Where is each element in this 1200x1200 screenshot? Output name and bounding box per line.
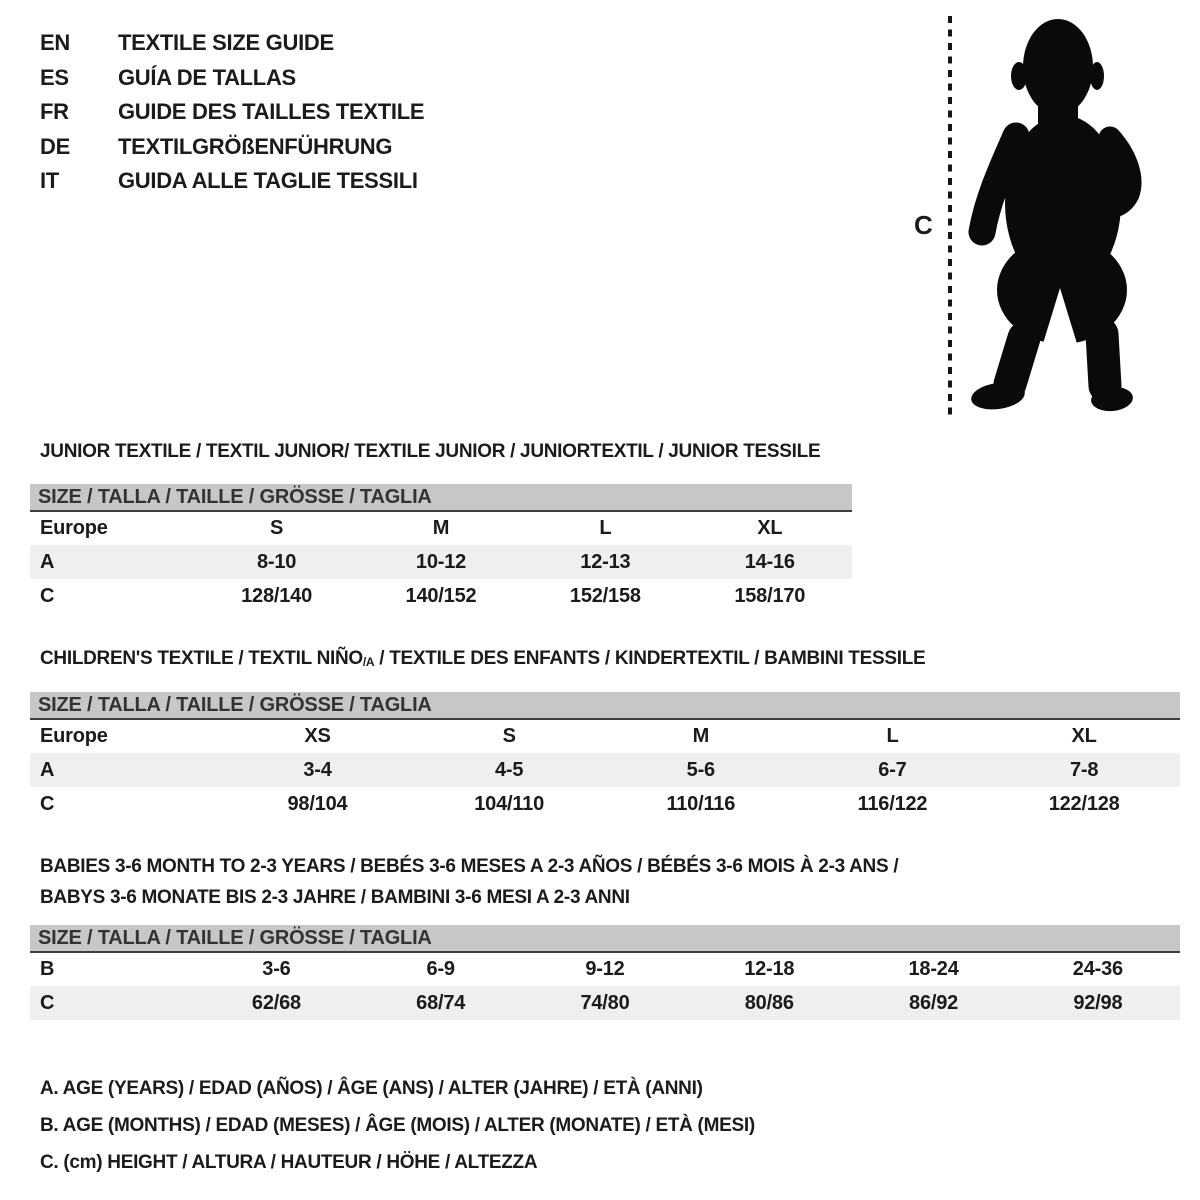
- row-label: A: [40, 550, 55, 573]
- language-row: [40, 164, 424, 199]
- size-band-header: SIZE / TALLA / TAILLE / GRÖSSE / TAGLIA: [30, 692, 1180, 719]
- table-cell: 7-8: [1069, 758, 1099, 781]
- table-row: [30, 986, 1180, 1020]
- language-title: TEXTILE SIZE GUIDE: [118, 30, 334, 55]
- size-band-header: SIZE / TALLA / TAILLE / GRÖSSE / TAGLIA: [30, 484, 852, 511]
- table-cell: 3-4: [303, 758, 332, 781]
- table-row: [30, 579, 852, 613]
- table-cell: 98/104: [287, 792, 348, 815]
- table-cell: 122/128: [1048, 792, 1120, 815]
- table-cell: 24-36: [1072, 958, 1123, 980]
- table-row: [30, 753, 1180, 787]
- language-title: GUÍA DE TALLAS: [118, 64, 296, 90]
- row-label: C: [40, 991, 55, 1014]
- table-cell: L: [886, 725, 899, 747]
- table-cell: 92/98: [1073, 991, 1123, 1014]
- babies-section-heading: [40, 851, 898, 913]
- table-cell: 3-6: [262, 958, 291, 980]
- heading-subscript: /A: [362, 655, 375, 669]
- heading-line: [40, 643, 925, 676]
- table-cell: 10-12: [415, 550, 467, 573]
- heading-text: JUNIOR TEXTILE / TEXTIL JUNIOR/ TEXTILE JUNIOR / JUNIORTEXTIL / JUNIOR TESSILE: [40, 441, 821, 462]
- table-cell: 18-24: [908, 958, 959, 980]
- legend: [40, 1070, 755, 1181]
- table-cell: 158/170: [734, 584, 806, 607]
- heading-line: [40, 851, 898, 882]
- table-cell: XS: [304, 725, 331, 747]
- table-cell: 6-7: [878, 758, 907, 781]
- table-cell: M: [432, 517, 450, 539]
- table-cell: L: [599, 517, 612, 539]
- language-code: EN: [40, 30, 70, 55]
- language-row: [40, 130, 424, 165]
- babies-size-table: [30, 925, 1180, 1020]
- heading-text: CHILDREN'S TEXTILE / TEXTIL NIÑO: [40, 648, 363, 669]
- table-row: [30, 545, 852, 579]
- row-label: A: [40, 758, 55, 781]
- table-cell: S: [270, 517, 284, 539]
- legend-line: B. AGE (MONTHS) / EDAD (MESES) / ÂGE (MOIS) / ALTER (MONATE) / ETÀ (MESI): [40, 1115, 755, 1136]
- table-cell: 152/158: [569, 584, 641, 607]
- table-row: [30, 719, 1180, 753]
- language-code: DE: [40, 133, 70, 159]
- language-row: [40, 61, 424, 96]
- heading-text: / TEXTILE DES ENFANTS / KINDERTEXTIL / BAMBINI TESSILE: [374, 648, 926, 669]
- heading-line: [40, 882, 898, 913]
- table-cell: 62/68: [251, 991, 301, 1014]
- language-code: ES: [40, 64, 69, 90]
- row-label: Europe: [40, 517, 108, 539]
- table-cell: 110/116: [666, 792, 736, 815]
- table-row: [30, 787, 1180, 821]
- language-title: TEXTILGRÖßENFÜHRUNG: [118, 133, 393, 159]
- table-cell: 6-9: [426, 958, 455, 980]
- language-row: [40, 26, 424, 61]
- row-label: C: [40, 792, 55, 815]
- row-label: C: [40, 584, 55, 607]
- table-cell: 12-18: [744, 958, 795, 980]
- table-cell: 128/140: [241, 584, 313, 607]
- heading-line: [40, 436, 820, 467]
- heading-text: BABIES 3-6 MONTH TO 2-3 YEARS / BEBÉS 3-6 MESES A 2-3 AÑOS / BÉBÉS 3-6 MOIS À 2-3 ANS /: [40, 856, 899, 877]
- height-measure-label: C: [914, 210, 933, 240]
- heading-text: BABYS 3-6 MONATE BIS 2-3 JAHRE / BAMBINI 3-6 MESI A 2-3 ANNI: [40, 887, 630, 908]
- height-figure: [900, 0, 1200, 430]
- table-row: [30, 952, 1180, 986]
- table-cell: 104/110: [474, 792, 545, 815]
- language-row: [40, 95, 424, 130]
- children-section-heading: [40, 643, 925, 676]
- language-code: IT: [40, 168, 59, 194]
- table-cell: 4-5: [494, 758, 524, 781]
- junior-section-heading: [40, 436, 820, 467]
- legend-line: C. (cm) HEIGHT / ALTURA / HAUTEUR / HÖHE / ALTEZZA: [40, 1152, 538, 1173]
- table-cell: 5-6: [686, 758, 715, 781]
- toddler-silhouette-icon: [964, 8, 1142, 416]
- legend-line: A. AGE (YEARS) / EDAD (AÑOS) / ÂGE (ANS) / ALTER (JAHRE) / ETÀ (ANNI): [40, 1078, 703, 1099]
- table-cell: 9-12: [585, 958, 625, 980]
- table-row: [30, 511, 852, 545]
- table-cell: 80/86: [744, 991, 794, 1014]
- language-list: [40, 26, 424, 199]
- size-band-header: SIZE / TALLA / TAILLE / GRÖSSE / TAGLIA: [30, 925, 1180, 952]
- table-cell: 12-13: [580, 550, 631, 573]
- table-cell: 68/74: [416, 991, 466, 1014]
- table-cell: M: [692, 725, 710, 747]
- row-label: B: [40, 958, 55, 980]
- table-cell: 14-16: [744, 550, 795, 573]
- junior-size-table: [30, 484, 852, 613]
- table-cell: 116/122: [857, 792, 928, 815]
- children-size-table: [30, 692, 1180, 821]
- table-cell: S: [502, 725, 516, 747]
- table-cell: 74/80: [580, 991, 630, 1014]
- table-cell: XL: [1071, 725, 1097, 747]
- language-title: GUIDA ALLE TAGLIE TESSILI: [118, 168, 418, 194]
- table-cell: 8-10: [256, 550, 297, 573]
- table-cell: 86/92: [909, 991, 959, 1014]
- table-cell: 140/152: [405, 584, 477, 607]
- row-label: Europe: [40, 725, 108, 747]
- table-cell: XL: [757, 517, 783, 539]
- height-measure-dashed-line: [948, 16, 952, 416]
- language-code: FR: [40, 99, 69, 125]
- language-title: GUIDE DES TAILLES TEXTILE: [118, 99, 425, 125]
